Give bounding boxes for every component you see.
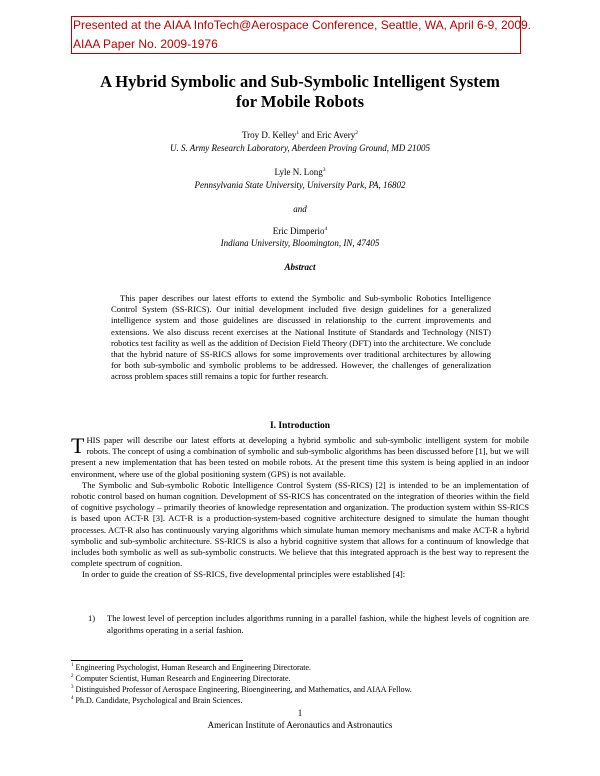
banner-line-1: Presented at the AIAA InfoTech@Aerospace Conference, Seattle, WA, April 6-9, 2009. (73, 18, 532, 32)
conference-banner (71, 16, 532, 54)
author-kelley-footnote-mark: 1 (296, 130, 300, 136)
footnote-1 (71, 663, 311, 673)
footnote-2-text: Computer Scientist, Human Research and Engineering Directorate. (75, 674, 291, 683)
section-heading-introduction: I. Introduction (269, 421, 330, 431)
author-avery-footnote-mark: 2 (355, 130, 358, 136)
footnote-4-text: Ph.D. Candidate, Psychological and Brain Sciences. (75, 696, 243, 705)
author-conjunction: and (293, 204, 307, 214)
footer-organization: American Institute of Aeronautics and Astronautics (207, 720, 393, 730)
paper-title-line-1: A Hybrid Symbolic and Sub-Symbolic Intelligent System (100, 72, 500, 91)
abstract-text: This paper describes our latest efforts to extend the Symbolic and Sub-symbolic Robotics Intelligence Control System (SS-RICS). Our initial development included five design guidelines for a generalized intelligence system and those guidelines are discussed in relationship to the current improvements and extensions. We also discuss recent exercises at the National Institute of Standards and Technology (NIST) robotics test facility as well as the addition of Decision Field Theory (DFT) into the architecture. We conclude that the hybrid nature of SS-RICS allows for some improvements over traditional architectures by allowing for both sub-symbolic and symbolic problems to be addressed. However, the challenges of generalization across problem spaces still remains a topic for further research. (111, 293, 491, 382)
author-line-2 (0, 167, 600, 178)
author-dimperio: Eric Dimperio (272, 226, 325, 236)
footnote-divider (71, 660, 243, 661)
author-long: Lyle N. Long (274, 167, 323, 177)
affiliation-iu: Indiana University, Bloomington, IN, 47405 (220, 238, 380, 248)
drop-cap: T (71, 433, 85, 458)
footnote-4-number: 4 (71, 696, 74, 701)
introduction-paragraph-2: The Symbolic and Sub-symbolic Robotic Intelligence Control System (SS-RICS) [2] is intended to be an implementation of robotic control based on human cognition. Development of SS-RICS has concentrated on the integration of theories within the field of cognitive psychology – primarily theories of knowledge representation and organization. The production system within SS-RICS is based upon ACT-R [3]. ACT-R is a production-system-based cognitive architecture designed to simulate the human thought processes. ACT-R also has continuously varying algorithms which simulate human memory mechanisms and make ACT-R a hybrid symbolic and sub-symbolic architecture. SS-RICS is also a hybrid cognitive system that allows for a continuum of knowledge that includes both symbolic as well as sub-symbolic constructs. We believe that this integrated approach is the best way to represent the complete spectrum of cognition. (71, 479, 529, 569)
list-item-number: 1) (88, 613, 96, 623)
page-number: 1 (297, 708, 303, 718)
introduction-paragraph-1-text: HIS paper will describe our latest efforts at developing a hybrid symbolic and sub-symbolic intelligent system for mobile robots. The concept of using a combination of symbolic and sub-symbolic algorithms has been discussed before [1], but we will present a new implementation that has been tested on mobile robots. At the present time this system is being applied in an indoor environment, where use of the global positioning system (GPS) is not available. (71, 435, 529, 479)
introduction-body (71, 435, 529, 581)
footnote-4 (71, 696, 242, 706)
abstract-heading: Abstract (284, 262, 316, 272)
introduction-paragraph-3: In order to guide the creation of SS-RICS, five developmental principles were established [4]: (82, 569, 406, 580)
footnote-1-text: Engineering Psychologist, Human Research and Engineering Directorate. (75, 663, 311, 672)
footnote-3 (71, 685, 412, 695)
introduction-paragraph-1 (71, 435, 529, 480)
author-long-footnote-mark: 3 (322, 167, 326, 173)
paper-title-line-2: for Mobile Robots (235, 92, 365, 111)
author-line-3 (0, 226, 600, 237)
footnote-1-number: 1 (71, 663, 74, 668)
affiliation-arl: U. S. Army Research Laboratory, Aberdeen Proving Ground, MD 21005 (169, 143, 431, 153)
author-avery: and Eric Avery (299, 130, 356, 140)
footnote-2 (71, 674, 291, 684)
list-item-text: The lowest level of perception includes algorithms running in a parallel fashion, while the highest levels of cognition are algorithms operating in a serial fashion. (107, 613, 529, 635)
banner-line-2: AIAA Paper No. 2009-1976 (73, 37, 218, 51)
footnote-3-text: Distinguished Professor of Aerospace Engineering, Bioengineering, and Mathematics, and AIAA Fellow. (75, 685, 412, 694)
author-kelley: Troy D. Kelley (242, 130, 297, 140)
footnote-3-number: 3 (71, 685, 74, 690)
author-dimperio-footnote-mark: 4 (324, 226, 328, 232)
author-line-1 (0, 130, 600, 141)
affiliation-psu: Pennsylvania State University, University Park, PA, 16802 (194, 180, 406, 190)
footnote-2-number: 2 (71, 674, 74, 679)
